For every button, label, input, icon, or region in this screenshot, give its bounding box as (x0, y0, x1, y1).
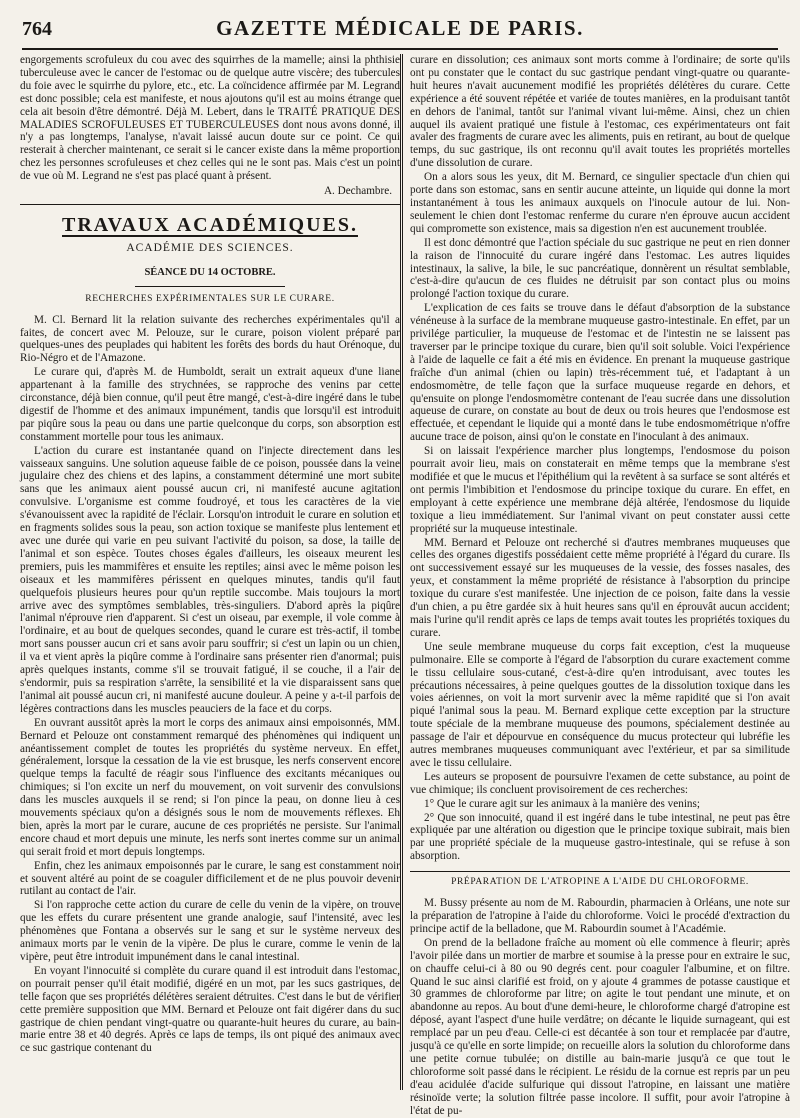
left-column (20, 54, 400, 1090)
section-title: TRAVAUX ACADÉMIQUES. (62, 213, 358, 236)
subsection-rule (410, 871, 790, 872)
article-paragraph: M. Cl. Bernard lit la relation suivante des recherches expérimentales qu'il a faites, de concert avec M. Pelouze, sur le curare, poison violent préparé par quelques-unes des peuplades qui habitent les forêts des bords du haut Orénoque, du Rio-Négro et de l'Amazone. (20, 313, 400, 365)
intro-paragraph: engorgements scrofuleux du cou avec des squirrhes de la mamelle; ainsi la phthisie tuberculeuse avec le cancer de l'estomac ou de quelque autre viscère; des tubercules du foie avec le squirrhe du pylore, etc., etc. La coïncidence affirmée par M. Legrand est donc possible; cela est manifeste, et nous ajoutons qu'il est au moins étrange que cela ait besoin d'être démontré. Déjà M. Lebert, dans le TRAITÉ PRATIQUE DES MALADIES SCROFULEUSES ET TUBERCULEUSES dont nous avons donné, il n'y a pas longtemps, l'analyse, n'avait laissé aucun doute sur ce point. Ce qui resterait à chercher maintenant, ce serait si le cancer existe dans la même proportion chez les personnes scrofuleuses et chez celles qui ne le sont pas. Mais c'est un point de vue où M. Legrand ne s'est pas placé quant à présent. (20, 54, 400, 183)
page-header (22, 14, 778, 48)
column-divider (400, 54, 403, 1090)
conclusion-item: 2° Que son innocuité, quand il est ingéré dans le tube intestinal, ne peut pas être expliquée par une altération ou digestion que le principe toxique subirait, mais bien par une propriété spéciale de la muqueuse gastro-intestinale, qui se refuse à son absorption. (410, 811, 790, 863)
article-paragraph: Le curare qui, d'après M. de Humboldt, serait un extrait aqueux d'une liane appartenant à la famille des strychnées, se rapproche des venins par cette circonstance, déjà bien connue, qu'il peut être mangé, c'est-à-dire ingéré dans le tube digestif de l'homme et des animaux impunément, tandis que lorsqu'il est introduit par piqûre sous la peau ou dans une partie quelconque du corps, son absorption est constamment mortelle pour tous les animaux. (20, 366, 400, 443)
right-column (410, 54, 790, 1117)
academy-name: ACADÉMIE DES SCIENCES. (126, 241, 294, 254)
article-paragraph: Les auteurs se proposent de poursuivre l'examen de cette substance, au point de vue chimique; ils concluent provisoirement de ces recherches: (410, 770, 790, 796)
article-paragraph: Si l'on rapproche cette action du curare de celle du venin de la vipère, on trouve que les effets du curare présentent une grande analogie, sauf l'intensité, avec les phénomènes que Fontana a observés sur le sang et sur le système nerveux des animaux morts par le venin de la vipère. De plus le curare, comme le venin de la vipère, peut être introduit impunément dans le canal intestinal. (20, 899, 400, 963)
article-paragraph: Il est donc démontré que l'action spéciale du suc gastrique ne peut en rien donner la raison de l'innocuité du curare ingéré dans l'estomac. Les autres liquides intestinaux, la salive, la bile, le suc pancréatique, donnèrent un résultat semblable, c'est-à-dire qu'aucun de ces fluides ne détruisit par son contact plus ou moins prolongé l'action toxique du curare. (410, 236, 790, 301)
article-paragraph: curare en dissolution; ces animaux sont morts comme à l'ordinaire; de sorte qu'ils ont pu constater que le contact du suc gastrique pendant vingt-quatre ou quarante-huit heures n'avait aucunement modifié les propriétés délétères du curare. Cette expérience a été souvent répétée et variée de toutes manières, en la produisant tantôt en dehors de l'animal, tantôt sur l'animal vivant lui-même. Ainsi, chez un chien auquel ils avaient pratiqué une fistule à l'estomac, ces expérimentateurs ont fait avaler des fragments de curare avec les aliments, puis en retirant, au bout de quelque temps, du suc gastrique, ils ont reconnu qu'il avait toutes les propriétés mortelles d'une dissolution de curare. (410, 54, 790, 170)
article-paragraph: MM. Bernard et Pelouze ont recherché si d'autres membranes muqueuses que celles des organes digestifs possédaient cette même propriété à l'égard du curare. Ils ont successivement essayé sur les muqueuses de la vessie, des fosses nasales, des yeux, et constamment la même propriété de résistance à l'absorption du principe toxique du curare s'est manifestée. Une injection de ce poison, faite dans la vessie d'un chien, a pu être gardée six à huit heures sans qu'il en éprouvât aucun accident; mais l'urine qu'il rendit après ce laps de temps avait toutes les propriétés toxiques du curare. (410, 536, 790, 639)
article-paragraph: Si on laissait l'expérience marcher plus longtemps, l'endosmose du poison pourrait avoir lieu, mais on constaterait en même temps que la membrane s'est modifiée et que le mucus et l'épithélium qui la revêtent à sa surface se sont altérés et ont permis l'imbibition et l'endosmose du principe toxique du curare. En effet, en employant à cette expérience une membrane déjà altérée, l'endosmose du liquide toxique a lieu immédiatement. Sur l'animal vivant on peut constater aussi cette propriété sur la muqueuse intestinale. (410, 445, 790, 535)
article-paragraph: On prend de la belladone fraîche au moment où elle commence à fleurir; après l'avoir pilée dans un mortier de marbre et soumise à la presse pour en extraire le suc, on chauffe celui-ci à 80 ou 90 degrés cent. pour coaguler l'albumine, et on filtre. Quand le suc ainsi clarifié est froid, on y ajoute 4 grammes de potasse caustique et 30 grammes de chloroforme par litre; on agite le tout pendant une minute, et on abandonne au repos. Au bout d'une demi-heure, le chloroforme chargé d'atropine est déposé, ayant l'aspect d'une huile verdâtre; on décante le liquide surnageant, qui est remplacé par un peu d'eau. Celle-ci est décantée à son tour et remplacée par d'autre, jusqu'à ce qu'elle en sorte limpide; on recueille alors la solution du chloroforme dans une petite cornue tubulée; on distille au bain-marie jusqu'à ce que tout le chloroforme soit passé dans le récipient. Le résidu de la cornue est repris par un peu d'eau acidulée d'acide sulfurique qui dissout l'atropine, en laissant une matière résinoïde verte; la solution filtrée passe incolore. Il suffit, pour avoir l'atropine à l'état de pu- (410, 936, 790, 1117)
article-paragraph: Une seule membrane muqueuse du corps fait exception, c'est la muqueuse pulmonaire. Elle se comporte à l'égard de l'absorption du curare exactement comme le tissu cellulaire sous-cutané, c'est-à-dire qu'en introduisant, avec toutes les précautions nécessaires, à peine quelques gouttes de la dissolution toxique dans les voies aériennes, on voit la mort survenir avec la même rapidité que si l'on avait piqué l'animal sous la peau. M. Bernard explique cette exception par la structure toute spéciale de la membrane muqueuse des poumons, spécialement destinée au passage de l'air et dépourvue en conséquence du mucus protecteur qui lubréfie les autres membranes muqueuses communiquant avec l'extérieur, et par sa similitude avec le tissu cellulaire. (410, 640, 790, 769)
conclusion-item: 1° Que le curare agit sur les animaux à la manière des venins; (424, 797, 700, 810)
article-paragraph: En voyant l'innocuité si complète du curare quand il est introduit dans l'estomac, on pourrait penser qu'il était modifié, digéré en un mot, par les sucs gastriques, de telle façon que ses propriétés délétères seraient détruites. C'est dans le but de vérifier cette première supposition que MM. Bernard et Pelouze ont fait digérer dans du suc gastrique de chien pendant vingt-quatre ou quarante-huit heures du curare, au bain-marie entre 38 et 40 degrés. Après ce laps de temps, ils ont piqué des animaux avec ce suc gastrique contenant du (20, 964, 400, 1055)
page-number: 764 (22, 18, 52, 40)
article-paragraph: Enfin, chez les animaux empoisonnés par le curare, le sang est constamment noir et souvent altéré au point de se coaguler difficilement et de ne plus pouvoir devenir rutilant au contact de l'air. (20, 859, 400, 898)
subsection-title: PRÉPARATION DE L'ATROPINE A L'AIDE DU CHLOROFORME. (451, 877, 749, 888)
section-divider (20, 204, 400, 205)
subheading-rule (135, 286, 285, 287)
article-paragraph: On a alors sous les yeux, dit M. Bernard, ce singulier spectacle d'un chien qui porte dans son estomac, sans en sentir aucune atteinte, un liquide qui donne la mort instantanément à tous les animaux auxquels on l'inocule autour de lui. Non-seulement le chien dont l'estomac renferme du curare n'en éprouve aucun accident qui compromette son existence, mais sa digestion n'en est aucunement troublée. (410, 171, 790, 235)
article-subtitle: RECHERCHES EXPÉRIMENTALES SUR LE CURARE. (85, 293, 335, 304)
article-paragraph: L'explication de ces faits se trouve dans le défaut d'absorption de la substance vénéneuse à la surface de la membrane muqueuse gastro-intestinale. En effet, par un privilége particulier, la muqueuse de l'estomac et de l'intestin ne se laissent pas traverser par le principe toxique du curare, bien qu'il soit soluble. Voici l'expérience à l'aide de laquelle ce fait a été mis en évidence. En prenant la muqueuse gastrique fraîche d'un animal (chien ou lapin) très-récemment tué, et l'adaptant à un endosmomètre, de telle façon que la surface muqueuse regarde en dehors, et qu'ensuite on plonge l'endosmomètre contenant de l'eau sucrée dans une dissolution aqueuse de curare, on constate au bout de deux ou trois heures que l'endosmose est effectuée, et cependant le liquide qui a monté dans le tube endosmométrique n'offre aucune trace de poison, ainsi qu'on le constate en l'inoculant à des animaux. (410, 302, 790, 444)
article-paragraph: L'action du curare est instantanée quand on l'injecte directement dans les vaisseaux sanguins. Une solution aqueuse faible de ce poison, poussée dans la veine jugulaire chez des chiens et des lapins, a constamment déterminé une mort subite sans que les animaux aient poussé aucun cri, ni manifesté aucune agitation convulsive. L'organisme est comme foudroyé, et tous les caractères de la vie s'évanouissent avec la rapidité de l'éclair. Lorsqu'on introduit le curare en solution et en fragments solides sous la peau, son action toxique se manifeste plus lentement et avec une durée qui varie en peu suivant l'activité du poison, sa dose, la taille de l'animal et son espèce. Toutes choses égales d'ailleurs, les oiseaux meurent les premiers, puis les mammifères et ensuite les reptiles; ainsi avec le même poison les oiseaux et les mammifères périssent en quelques minutes, tandis qu'il faut quelquefois plusieurs heures pour qu'un reptile succombe. Mais toujours la mort arrive avec des symptômes semblables, très-singuliers. D'abord après la piqûre l'animal n'éprouve rien d'apparent. Si c'est un oiseau, par exemple, il vole comme à l'ordinaire, et au bout de quelques secondes, quand le curare est très-actif, il tombe mort sans pousser aucun cri et sans avoir paru souffrir; si c'est un lapin ou un chien, il va et vient après la piqûre comme à l'ordinaire sans présenter rien d'anormal; puis après quelques instants, comme s'il se trouvait fatigué, il se couche, il a l'air de s'endormir, puis sa respiration s'arrête, la sensibilité et la vie disparaissent sans que l'animal ait poussé aucun cri, ni manifesté aucune douleur. A peine y a-t-il parfois de légères contractions dans les muscles peauciers de la face et du corps. (20, 444, 400, 715)
session-date: SÉANCE DU 14 OCTOBRE. (144, 266, 276, 278)
article-paragraph: En ouvrant aussitôt après la mort le corps des animaux ainsi empoisonnés, MM. Bernard et Pelouze ont constamment remarqué des phénomènes qui indiquent un anéantissement complet de toutes les propriétés du système nerveux. En effet, généralement, lorsque la cessation de la vie est brusque, les nerfs conservent encore quelque temps la faculté de réagir sous l'influence des excitants mécaniques ou chimiques; si l'on excite un nerf du mouvement, on voit survenir des convulsions dans les muscles auxquels il se rend; si l'on pince la peau, on donne lieu à ces mouvements spéciaux qu'on a désignés sous le nom de mouvements réflexes. Eh bien, après la mort par le curare, aucune de ces propriétés ne persiste. Sur l'animal encore chaud et mort depuis une minute, les nerfs sont inertes comme sur un animal qui serait froid et mort depuis longtemps. (20, 716, 400, 858)
newspaper-title: GAZETTE MÉDICALE DE PARIS. (216, 16, 584, 40)
author-signature: A. Dechambre. (323, 185, 392, 198)
article-paragraph: M. Bussy présente au nom de M. Rabourdin, pharmacien à Orléans, une note sur la préparation de l'atropine à l'aide du chloroforme. Voici le procédé d'extraction du principe actif de la belladone, que M. Rabourdin soumet à l'Académie. (410, 897, 790, 935)
header-rule (22, 48, 778, 50)
